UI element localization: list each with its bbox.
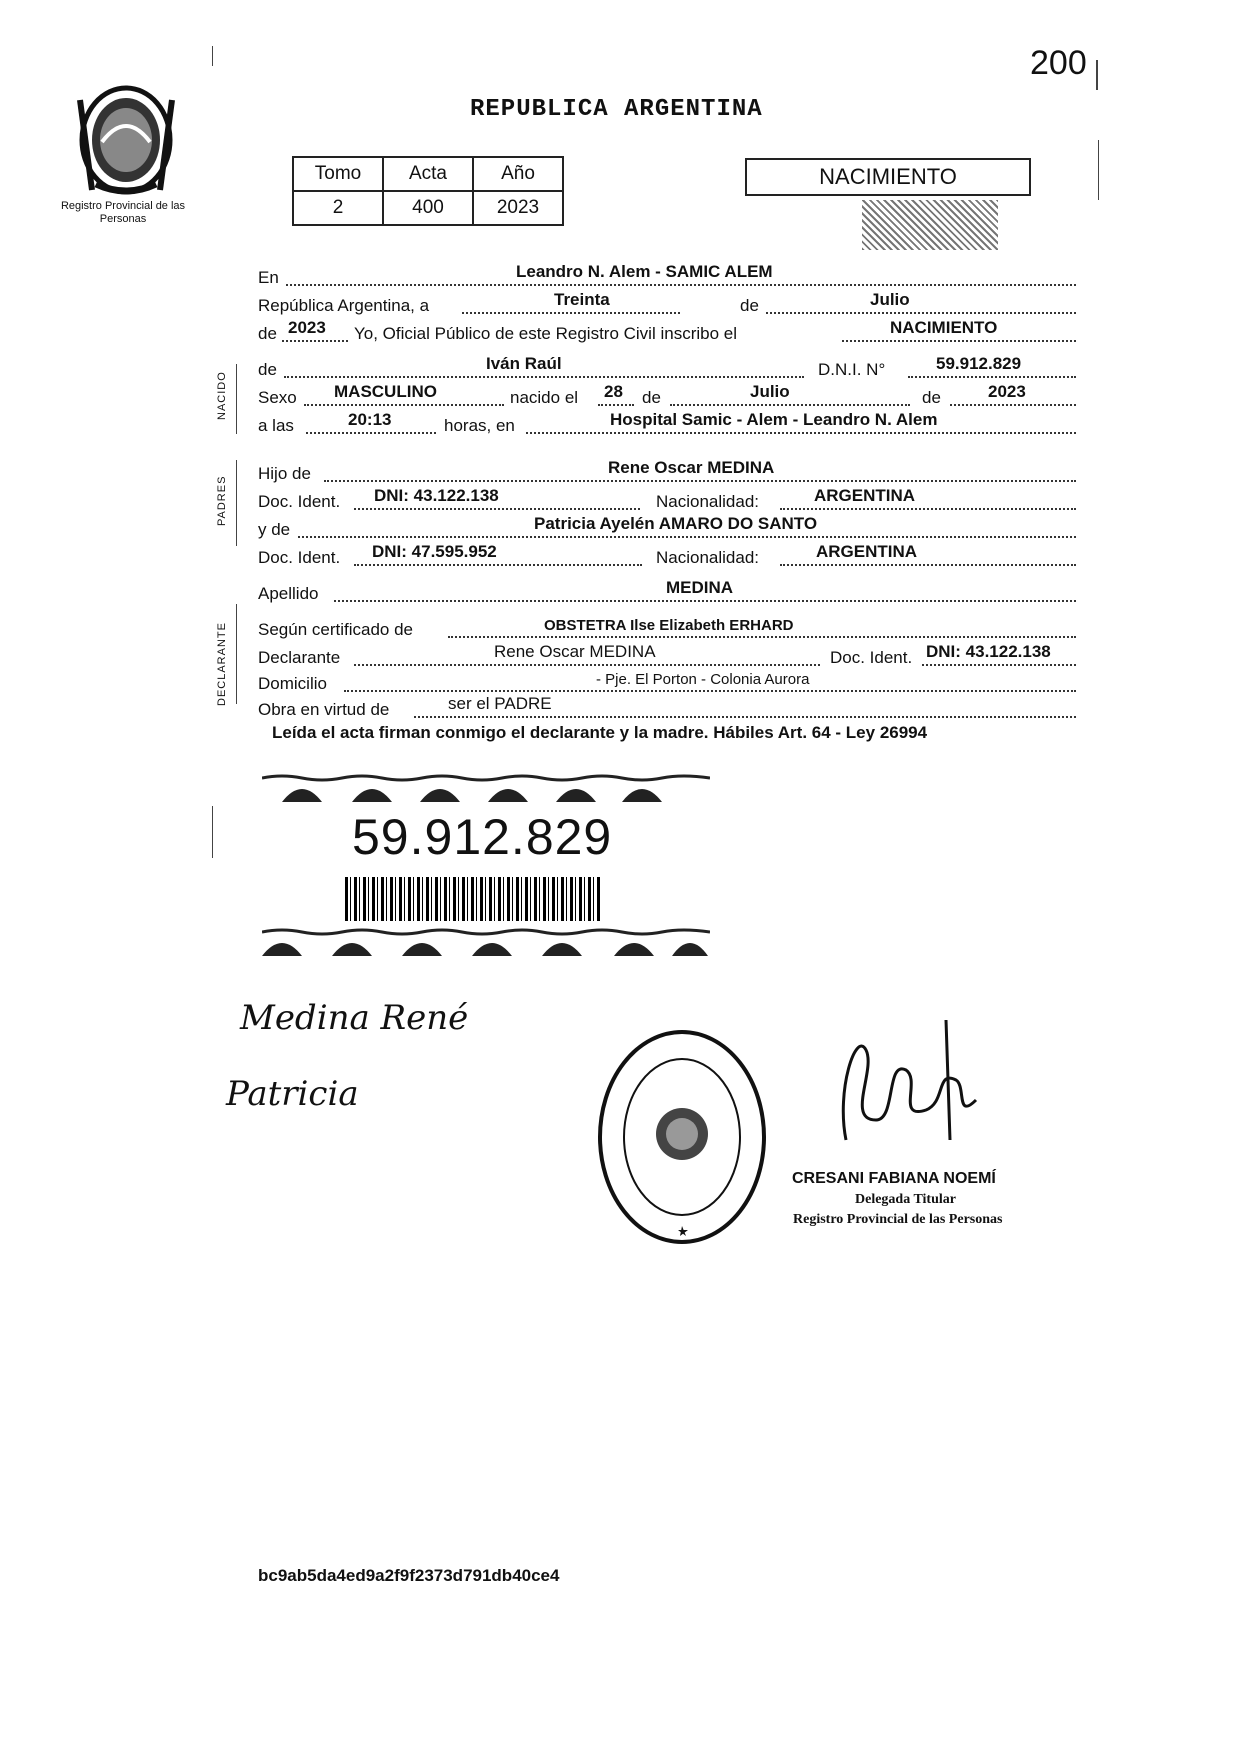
field-obra: ser el PADRE: [448, 694, 552, 713]
field-hora: 20:13: [348, 410, 392, 429]
value-acta: 400: [383, 191, 473, 225]
barcode: [345, 877, 601, 921]
field-apellido: MEDINA: [666, 578, 734, 597]
record-table: [292, 156, 564, 226]
field-nac-padre: ARGENTINA: [814, 486, 916, 505]
handwritten-medina: Medina René: [240, 998, 469, 1038]
field-sexo: MASCULINO: [334, 382, 437, 401]
field-mes: Julio: [870, 290, 910, 309]
field-nombre: Iván Raúl: [486, 354, 562, 373]
row-obra: Obra en virtud de ser el PADRE: [258, 694, 1078, 722]
field-padre: Rene Oscar MEDINA: [608, 458, 775, 477]
padres-divider: [236, 460, 237, 546]
handwritten-patricia: Patricia: [226, 1074, 359, 1114]
signatory-registry: Registro Provincial de las Personas: [793, 1212, 1003, 1227]
value-anio: 2023: [473, 191, 563, 225]
field-doc-madre: DNI: 47.595.952: [372, 542, 497, 561]
header-tomo: Tomo: [293, 157, 383, 191]
row-domicilio: Domicilio - Pje. El Porton - Colonia Aurora: [258, 668, 1078, 696]
row-sexo: Sexo MASCULINO nacido el 28 de Julio de 2023: [258, 382, 1078, 410]
row-hijo: Hijo de Rene Oscar MEDINA: [258, 458, 1078, 486]
margin-mark: [1098, 140, 1099, 200]
row-fecha-letras: República Argentina, a Treinta de Julio: [258, 290, 1078, 318]
row-certificado: Según certificado de OBSTETRA Ilse Elizabeth ERHARD: [258, 614, 1078, 642]
field-madre: Patricia Ayelén AMARO DO SANTO: [534, 514, 818, 533]
field-anio: 2023: [288, 318, 326, 337]
side-label-declarante: DECLARANTE: [216, 622, 228, 706]
province-logo: [66, 80, 186, 203]
field-nac-mes: Julio: [750, 382, 790, 401]
security-hatch: [862, 200, 998, 250]
official-seal: [594, 1026, 770, 1248]
margin-mark: [212, 806, 213, 858]
row-inscripcion: de 2023 Yo, Oficial Público de este Registro Civil inscribo el NACIMIENTO: [258, 318, 1078, 346]
field-nac-anio: 2023: [988, 382, 1026, 401]
field-doc-padre: DNI: 43.122.138: [374, 486, 499, 505]
field-lugar: Hospital Samic - Alem - Leandro N. Alem: [610, 410, 938, 429]
signatory-name: CRESANI FABIANA NOEMÍ: [792, 1170, 996, 1187]
field-dia-letras: Treinta: [554, 290, 610, 309]
row-doc-padre: Doc. Ident. DNI: 43.122.138 Nacionalidad: ARGENTINA: [258, 486, 1078, 514]
field-en: Leandro N. Alem - SAMIC ALEM: [516, 262, 773, 281]
field-declarante: Rene Oscar MEDINA: [494, 642, 656, 661]
header-acta: Acta: [383, 157, 473, 191]
document-hash: bc9ab5da4ed9a2f9f2373d791db40ce4: [258, 1566, 560, 1585]
margin-mark: [212, 46, 213, 66]
security-wave-bottom: [262, 928, 710, 958]
margin-mark: [1096, 60, 1098, 90]
side-label-padres: PADRES: [216, 475, 228, 526]
field-nac-dia: 28: [604, 382, 623, 401]
signatory-role: Delegada Titular: [855, 1192, 956, 1207]
security-wave-top: [262, 774, 710, 804]
row-apellido: Apellido MEDINA: [258, 578, 1078, 606]
row-en: En Leandro N. Alem - SAMIC ALEM: [258, 262, 1078, 290]
row-hora: a las 20:13 horas, en Hospital Samic - Alem - Leandro N. Alem: [258, 410, 1078, 438]
field-domicilio: - Pje. El Porton - Colonia Aurora: [596, 671, 810, 688]
page-number: 200: [1030, 44, 1087, 82]
field-tipo: NACIMIENTO: [890, 318, 998, 337]
field-nac-madre: ARGENTINA: [816, 542, 918, 561]
row-doc-madre: Doc. Ident. DNI: 47.595.952 Nacionalidad: ARGENTINA: [258, 542, 1078, 570]
nacido-divider: [236, 364, 237, 434]
field-dni: 59.912.829: [936, 354, 1022, 373]
declarante-divider: [236, 604, 237, 704]
logo-caption: Registro Provincial de las Personas: [60, 200, 186, 225]
header-anio: Año: [473, 157, 563, 191]
row-declarante: Declarante Rene Oscar MEDINA Doc. Ident. DNI: 43.122.138: [258, 642, 1078, 670]
official-signature: [826, 1010, 986, 1160]
field-decl-doc: DNI: 43.122.138: [926, 642, 1051, 661]
field-certificado: OBSTETRA Ilse Elizabeth ERHARD: [544, 617, 794, 634]
side-label-nacido: NACIDO: [216, 371, 228, 420]
row-nombre: de Iván Raúl D.N.I. N° 59.912.829: [258, 354, 1078, 382]
value-tomo: 2: [293, 191, 383, 225]
legal-note: Leída el acta firman conmigo el declarante y la madre. Hábiles Art. 64 - Ley 26994: [272, 723, 928, 742]
document-title: REPUBLICA ARGENTINA: [470, 96, 763, 123]
id-number: 59.912.829: [352, 809, 613, 865]
row-madre: y de Patricia Ayelén AMARO DO SANTO: [258, 514, 1078, 542]
record-type-box: NACIMIENTO: [745, 158, 1031, 196]
